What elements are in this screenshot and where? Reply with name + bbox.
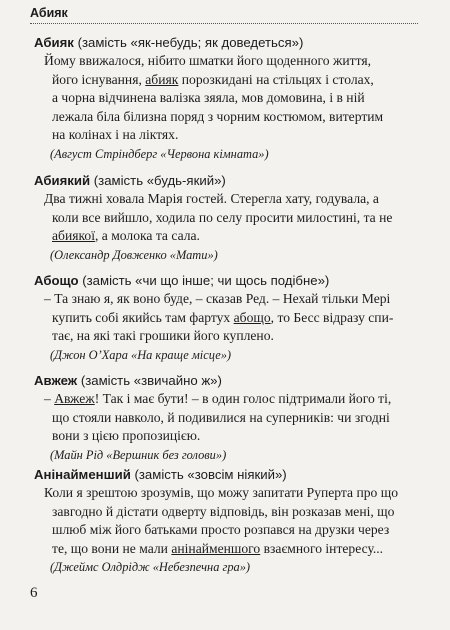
example-line: Йому ввижалося, нібито шматки його щоденного життя, [44,53,372,68]
entry-note: (замість «як-небудь; як доведеться») [73,35,304,50]
entry-note: (замість «звичайно ж») [77,373,222,388]
source-citation: (Август Стріндберг «Червона кімната») [50,146,269,161]
example-line: завгодно й дістати одверту відповідь, він розказав мені, що [52,503,395,519]
entry-heading [34,34,426,52]
dictionary-entry [34,272,426,364]
example-line: що стояли навколо, й подивилися на суперників: чи згодні [52,409,390,425]
entry-note: (замість «будь-який») [90,173,226,188]
example-line: – Та знаю я, як воно буде, – сказав Ред. – Нехай тільки Мері [44,291,391,306]
source-citation: (Майн Рід «Вершник без голови») [50,447,227,462]
example-line: тає, на які такі грошики його куплено. [52,328,274,344]
example-line: його існування, абияк порозкидані на стільцях і столах, [52,71,374,87]
page-number: 6 [30,585,38,601]
example-line: а чорна відчинена валізка зяяла, мов домовина, і в ній [52,90,365,106]
entry-note: (замість «чи що інше; чи щось подібне») [78,273,330,288]
example-line: шлюб між його батьками просто розпався на друзки через [52,522,390,538]
entry-heading [34,466,426,484]
entry-word: Абощо [34,273,79,288]
example-line: – Авжеж! Так і має бути! – в один голос підтримали його ті, [44,391,392,406]
entry-heading [34,272,426,290]
entry-word: Абиякий [34,173,91,188]
underlined-word: абиякої [52,228,95,244]
dictionary-entry [34,34,426,163]
underlined-word: абощо [233,309,271,325]
source-citation: (Олександр Довженко «Мати») [50,247,218,262]
running-head: Абияк [30,6,418,24]
example-line: вони з цією пропозицією. [52,428,201,444]
example-line: лежала біла білизна поряд з чорним костюмом, витертим [52,108,384,124]
underlined-word: анінайменшого [171,540,261,556]
dictionary-entry [34,466,426,576]
example-line: Два тижні ховала Марія гостей. Стерегла хату, годувала, а [44,191,379,206]
entry-heading [34,172,426,190]
source-citation: (Джеймс Олдрідж «Небезпечна гра») [50,560,251,575]
entry-word: Анінайменший [34,467,131,482]
example-line: Коли я зрештою зрозумів, що можу запитати Руперта про що [44,485,398,500]
entry-word: Абияк [34,35,74,50]
source-citation: (Джон О’Хара «На краще місце») [50,347,232,362]
underlined-word: абияк [145,71,179,87]
entry-heading [34,372,426,390]
entry-note: (замість «зовсім ніякий») [130,467,287,482]
entry-word: Авжеж [34,373,78,388]
example-line: коли все вийшло, ходила по селу просити милостині, та не [52,209,393,225]
example-line: абиякої, а молока та сала. [52,228,200,244]
example-line: купить собі якийсь там фартух абощо, то Бесс відразу спи- [52,309,394,325]
example-line: на колінах і на ліктях. [52,127,179,143]
example-line: те, що вони не мали анінайменшого взаємного інтересу... [52,540,384,556]
underlined-word: Авжеж [54,391,95,406]
dictionary-entry [34,172,426,264]
dictionary-entry [34,372,426,464]
